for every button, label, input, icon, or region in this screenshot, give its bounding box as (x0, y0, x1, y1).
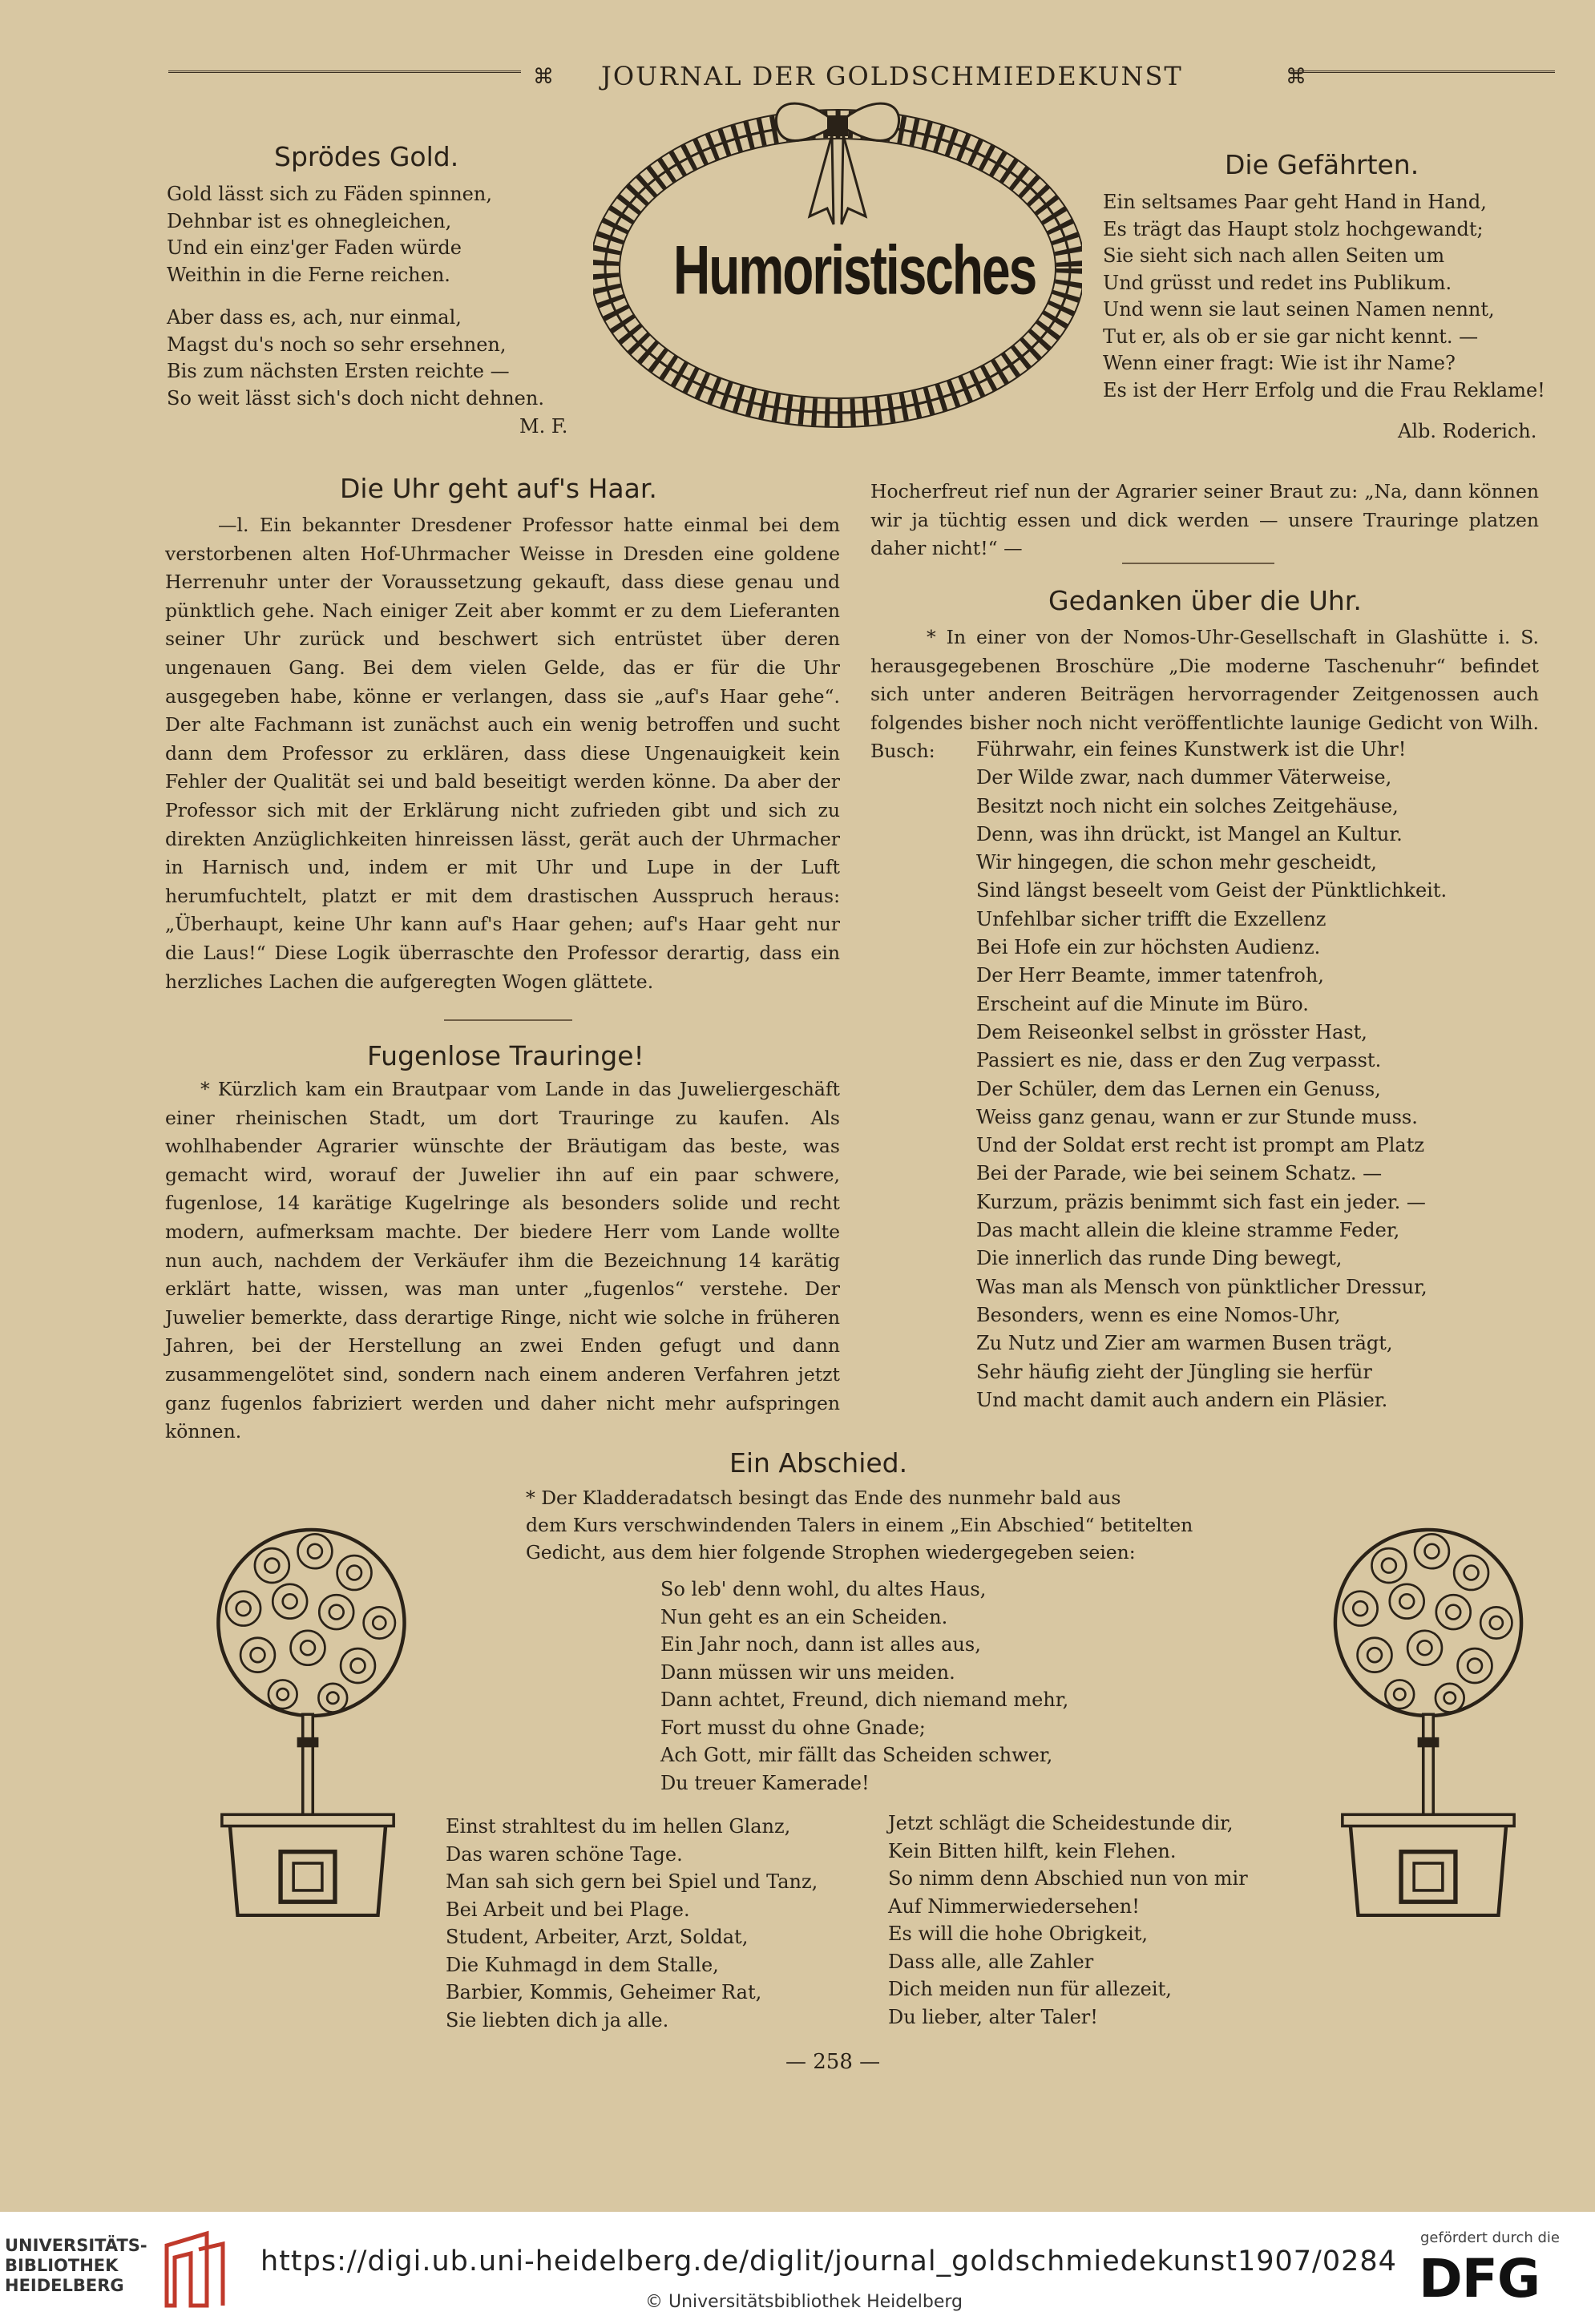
gefaehrten-poem: Ein seltsames Paar geht Hand in Hand, Es trägt das Haupt stolz hochgewandt; Sie sieht sich nach allen Seiten um Und grüsst und redet ins Publikum. Und wenn sie laut seinen Namen nennt, Tut er, als ob er sie gar nicht kennt. — Wenn einer fragt: Wie ist ihr Name? Es ist der Herr Erfolg und die Frau Reklame! (1103, 191, 1545, 401)
gedanken-intro: * In einer von der Nomos-Uhr-Gesellschaft in Glashütte i. S. herausgegebenen Broschüre „Die moderne Taschenuhr“ befindet sich unter anderen Beiträgen hervorragender Zeitgenossen auch folgendes bisher noch nicht veröffentlichte launige Gedicht von Wilh. Busch: (870, 626, 1539, 763)
uhr-haar-title: Die Uhr geht auf's Haar. (340, 473, 657, 504)
trauringe-continuation: Hocherfreut rief nun der Agrarier seiner Braut zu: „Na, dann können wir ja tüchtig essen und dick werden — unsere Trauringe platzen daher nicht!“ — (870, 480, 1539, 560)
sprodes-gold-title: Sprödes Gold. (274, 141, 459, 172)
dfg-logo[interactable]: DFG (1419, 2248, 1540, 2310)
abschied-stanza-1: So leb' denn wohl, du altes Haus, Nun geht es an ein Scheiden. Ein Jahr noch, dann ist alles aus, Dann müssen wir uns meiden. Dann achtet, Freund, dich niemand mehr, Fort musst du ohne Gnade; Ach Gott, mir fällt das Scheiden schwer, Du treuer Kamerade! (660, 1578, 1069, 1794)
viewer-footer (0, 2212, 1595, 2324)
sprodes-gold-stanza-2: Aber dass es, ach, nur einmal, Magst du's noch so sehr ersehnen, Bis zum nächsten Ersten reichte — So weit lässt sich's doch nicht dehnen. (167, 306, 544, 410)
uhr-haar-text: —l. Ein bekannter Dresdener Professor hatte einmal bei dem verstorbenen alten Hof-Uhrmacher Weisse in Dresden eine goldene Herrenuhr unter der Voraussetzung gekauft, dass diese genau und pünktlich gehe. Nach einiger Zeit aber kommt er zu dem Lieferanten seiner Uhr zurück und beschwert sich entrüstet über deren ungenauen Gang. Bei dem vielen Gelde, das er für die Uhr ausgegeben habe, könne er verlangen, dass sie „auf's Haar gehe“. Der alte Fachmann ist zunächst auch ein wenig betroffen und sucht dann dem Professor zu erklären, dass diese Ungenauigkeit kein Fehler der Qualität sei und bald beseitigt werden könne. Da aber der Professor sich mit der Erklärung nicht zufrieden gibt und sich zu direkten Anzüglichkeiten hinreissen lässt, gerät auch der Uhrmacher in Harnisch und, indem er mit Uhr und Lupe in der Luft herumfuchtelt, platzt er mit dem drastischen Ausspruch heraus: „Überhaupt, keine Uhr kann auf's Haar gehen; auf's Haar geht nur die Laus!“ Diese Logik überraschte den Professor derartig, dass ein herzliches Lachen die aufgeregten Wogen glättete. (165, 514, 840, 993)
section-title: Humoristisches (673, 231, 1036, 309)
header-rule-left (168, 71, 521, 73)
potted-tree-right-illustration (1308, 1523, 1549, 1923)
trauringe-text: * Kürzlich kam ein Brautpaar vom Lande in das Juweliergeschäft einer rheinischen Stadt, um dort Trauringe zu kaufen. Als wohlhabender Agrarier wünschte der Bräutigam das beste, was gemacht wird, worauf der Juwelier ihn auf ein paar schwere, fugenlose, 14 karätige Kugelringe als besonders solide und recht modern, aufmerksam machte. Der biedere Herr vom Lande wollte nun auch, nachdem der Verkäufer ihm die Bezeichnung 14 karätig erklärt hatte, wissen, was man unter „fugenlos“ verstehe. Der Juwelier bemerkte, dass derartige Ringe, nicht wie solche in früheren Jahren, bei der Herstellung an zwei Enden gefugt und dann zusammengelötet sind, sondern nach einem anderen Verfahren jetzt ganz fugenlos fabriziert werden und daher nicht mehr aufspringen können. (165, 1078, 840, 1443)
permalink-url[interactable]: https://digi.ub.uni-heidelberg.de/diglit/journal_goldschmiedekunst1907/0284 (260, 2245, 1397, 2278)
potted-tree-left-illustration (188, 1523, 428, 1923)
university-library-logo-icon[interactable] (159, 2229, 231, 2310)
section-divider (1122, 563, 1274, 564)
header-rule-right (1290, 71, 1555, 73)
journal-title: JOURNAL DER GOLDSCHMIEDEKUNST (601, 61, 1183, 91)
header-ornament-right: ⌘ (1286, 65, 1306, 89)
copyright-notice: © Universitätsbibliothek Heidelberg (645, 2292, 963, 2312)
abschied-title: Ein Abschied. (729, 1447, 908, 1479)
sprodes-gold-signature: M. F. (519, 415, 568, 438)
gefaehrten-title: Die Gefährten. (1225, 149, 1419, 180)
trauringe-title: Fugenlose Trauringe! (367, 1040, 644, 1071)
header-ornament-left: ⌘ (533, 65, 554, 89)
abschied-intro: * Der Kladderadatsch besingt das Ende des nunmehr bald aus dem Kurs verschwindenden Talers in einem „Ein Abschied“ betitelten Gedicht, aus dem hier folgende Strophen wiedergegeben seien: (526, 1487, 1193, 1563)
gedanken-poem: Führwahr, ein feines Kunstwerk ist die Uhr! Der Wilde zwar, nach dummer Väterweise, Besitzt noch nicht ein solches Zeitgehäuse, Denn, was ihn drückt, ist Mangel an Kultur. Wir hingegen, die schon mehr gescheidt, Sind längst beseelt vom Geist der Pünktlichkeit. Unfehlbar sicher trifft die Exzellenz Bei Hofe ein zur höchsten Audienz. Der Herr Beamte, immer tatenfroh, Erscheint auf die Minute im Büro. Dem Reiseonkel selbst in grösster Hast, Passiert es nie, dass er den Zug verpasst. Der Schüler, dem das Lernen ein Genuss, Weiss ganz genau, wann er zur Stunde muss. Und der Soldat erst recht ist prompt am Platz Bei der Parade, wie bei seinem Schatz. — Kurzum, präzis benimmt sich fast ein jeder. — Das macht allein die kleine stramme Feder, Die innerlich das runde Ding bewegt, Was man als Mensch von pünktlicher Dressur, Besonders, wenn es eine Nomos-Uhr, Zu Nutz und Zier am warmen Busen trägt, Sehr häufig zieht der Jüngling sie herfür Und macht damit auch andern ein Pläsier. (976, 738, 1448, 1411)
abschied-stanza-2: Einst strahltest du im hellen Glanz, Das waren schöne Tage. Man sah sich gern bei Spiel und Tanz, Bei Arbeit und bei Plage. Student, Arbeiter, Arzt, Soldat, Die Kuhmagd in dem Stalle, Barbier, Kommis, Geheimer Rat, Sie liebten dich ja alle. (446, 1815, 818, 2031)
section-divider (444, 1019, 572, 1021)
abschied-stanza-3: Jetzt schlägt die Scheidestunde dir, Kein Bitten hilft, kein Flehen. So nimm denn Abschied nun von mir Auf Nimmerwiedersehen! Es will die hohe Obrigkeit, Dass alle, alle Zahler Dich meiden nun für allezeit, Du lieber, alter Taler! (888, 1812, 1248, 2028)
funding-note: gefördert durch die (1420, 2229, 1560, 2246)
page-number: — 258 — (785, 2050, 881, 2074)
sprodes-gold-stanza-1: Gold lässt sich zu Fäden spinnen, Dehnbar ist es ohnegleichen, Und ein einz'ger Faden würde Weithin in die Ferne reichen. (167, 183, 492, 286)
gedanken-title: Gedanken über die Uhr. (1048, 585, 1362, 616)
gefaehrten-signature: Alb. Roderich. (1398, 420, 1537, 442)
library-name[interactable]: UNIVERSITÄTS- BIBLIOTHEK HEIDELBERG (5, 2236, 147, 2295)
